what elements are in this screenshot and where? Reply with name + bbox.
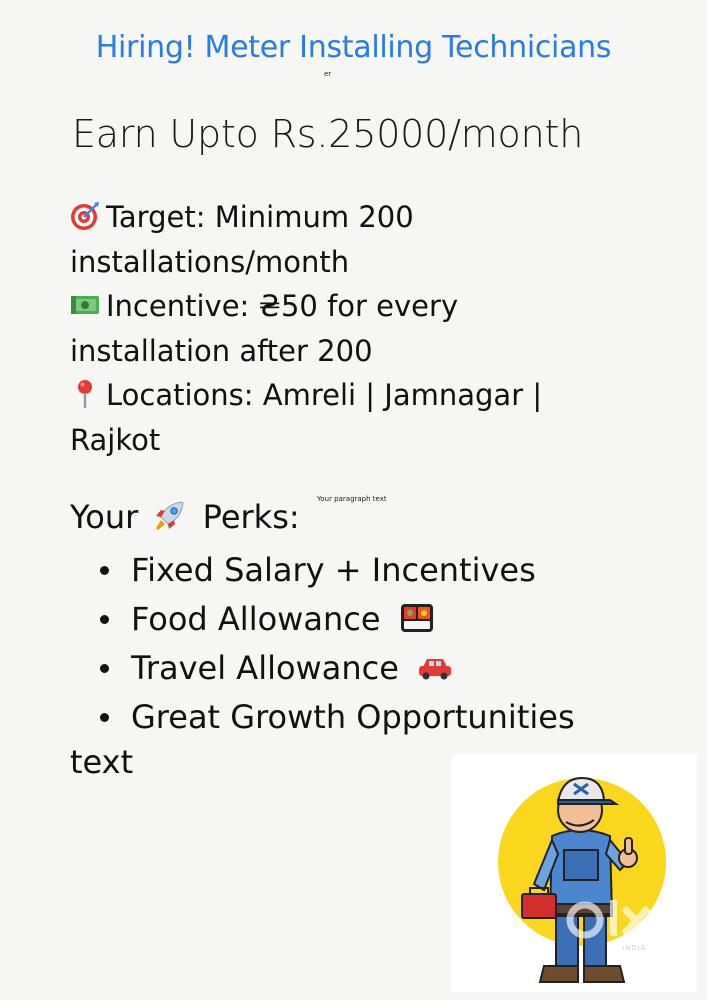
perk-item	[100, 693, 575, 742]
olx-brand-label	[452, 754, 453, 755]
placeholder-note: Your paragraph text	[317, 495, 387, 503]
money-icon	[70, 290, 100, 320]
job-details	[70, 195, 670, 462]
trailing-text: text	[70, 743, 134, 781]
perks-list	[100, 546, 575, 742]
technician-illustration	[452, 754, 697, 992]
perks-heading-suffix: Perks:	[202, 498, 300, 536]
target-text-1: Target: Minimum 200	[106, 200, 414, 234]
salary-headline: Earn Upto Rs.25000/month	[72, 112, 584, 156]
incentive-text-1: Incentive: ₴50 for every	[106, 289, 459, 323]
target-text-2: installations/month	[70, 244, 350, 279]
perk-label: Great Growth Opportunities	[131, 698, 575, 736]
bento-icon	[399, 600, 435, 636]
perk-item	[100, 546, 575, 595]
perks-heading	[70, 498, 300, 536]
perk-label: Fixed Salary + Incentives	[131, 551, 536, 589]
incentive-text-2: installation after 200	[70, 333, 373, 368]
car-icon	[417, 649, 453, 685]
perk-item	[100, 595, 575, 644]
target-line	[70, 195, 670, 240]
locations-line	[70, 373, 670, 418]
perk-label: Food Allowance	[131, 600, 381, 638]
technician-image	[452, 754, 697, 992]
incentive-line	[70, 284, 670, 329]
perk-label: Travel Allowance	[131, 649, 399, 687]
rocket-icon	[152, 499, 186, 533]
stray-text: er	[324, 70, 332, 78]
perks-heading-prefix: Your	[70, 498, 139, 536]
job-title: Hiring! Meter Installing Technicians	[95, 30, 612, 65]
perk-item	[100, 644, 575, 693]
locations-text-1: Locations: Amreli | Jamnagar |	[106, 378, 543, 412]
olx-india-label: INDIA	[622, 944, 647, 952]
target-icon	[70, 201, 100, 231]
pin-icon	[70, 379, 100, 409]
locations-text-2: Rajkot	[70, 422, 161, 457]
